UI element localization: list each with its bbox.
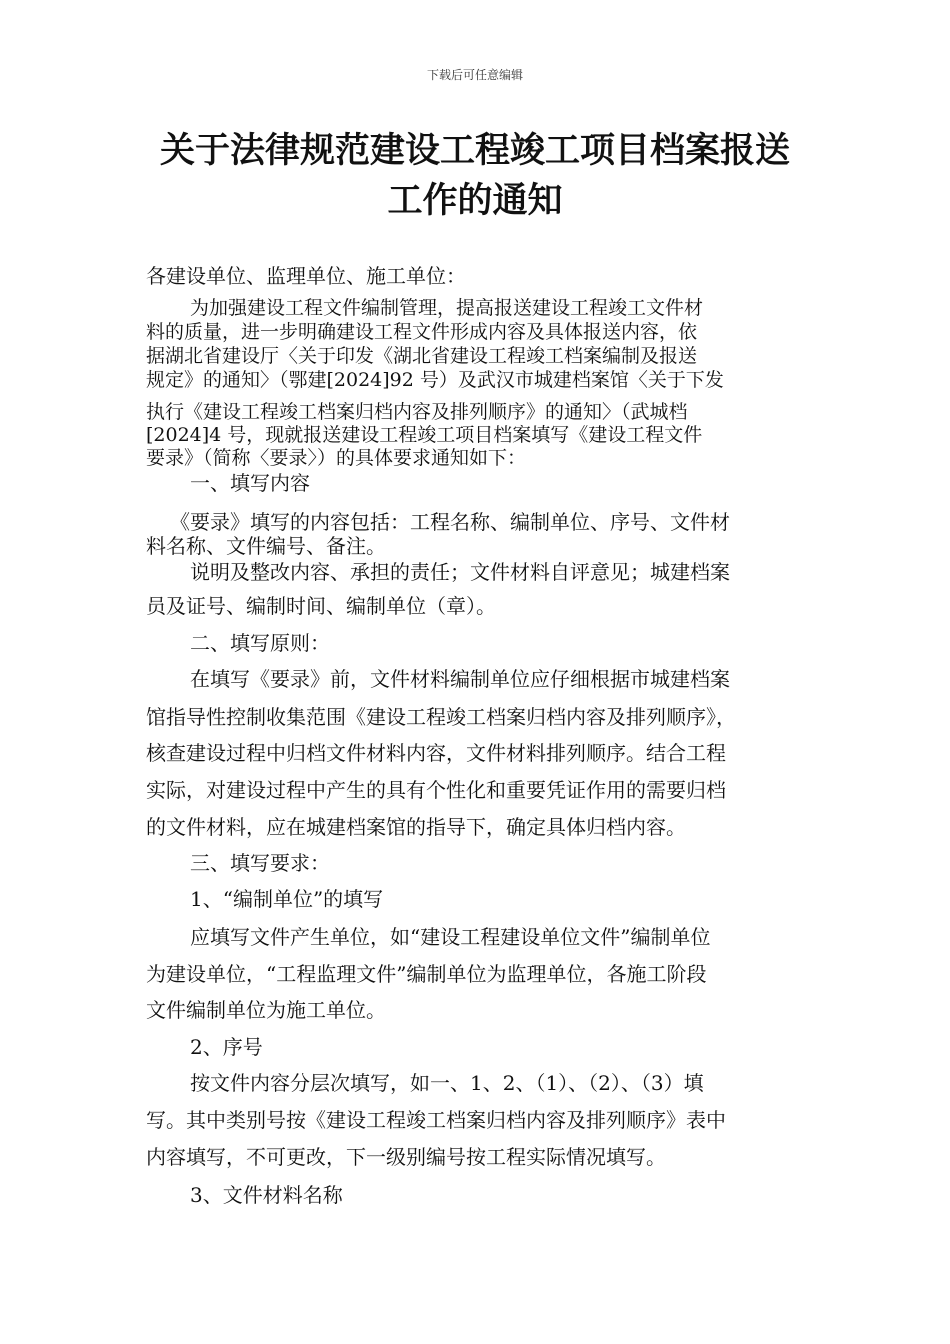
- paragraph-line: 《要录》填写的内容包括：工程名称、编制单位、序号、文件材: [170, 510, 730, 534]
- paragraph-line: 写。其中类别号按《建设工程竣工档案归档内容及排列顺序》表中: [146, 1108, 726, 1132]
- document-title-line-2: 工作的通知: [387, 181, 563, 221]
- intro-line: 料的质量，进一步明确建设工程文件形成内容及具体报送内容，依: [146, 321, 698, 343]
- paragraph-line: 的文件材料，应在城建档案馆的指导下，确定具体归档内容。: [146, 815, 686, 839]
- section-heading: 二、填写原则：: [190, 631, 330, 655]
- intro-line: [2024]4 号，现就报送建设工程竣工项目档案填写《建设工程文件: [146, 424, 703, 446]
- section-heading: 三、填写要求：: [190, 851, 330, 875]
- intro-line: 为加强建设工程文件编制管理，提高报送建设工程竣工文件材: [190, 297, 704, 319]
- section-heading: 一、填写内容: [190, 471, 310, 495]
- paragraph-line: 说明及整改内容、承担的责任；文件材料自评意见；城建档案: [190, 560, 730, 584]
- paragraph-line: 员及证号、编制时间、编制单位（章）。: [146, 594, 496, 618]
- paragraph-line: 应填写文件产生单位，如“建设工程建设单位文件”编制单位: [190, 925, 711, 949]
- paragraph-line: 按文件内容分层次填写，如一、1、2、（1）、（2）、（3）填: [190, 1071, 704, 1095]
- paragraph-line: 内容填写，不可更改，下一级别编号按工程实际情况填写。: [146, 1145, 666, 1169]
- header-note: 下载后可任意编辑: [426, 68, 523, 82]
- subsection-heading: 3、文件材料名称: [190, 1183, 343, 1207]
- intro-line: 规定》的通知〉（鄂建[2024]92 号）及武汉市城建档案馆〈关于下发: [146, 369, 724, 391]
- subsection-heading: 1、“编制单位”的填写: [190, 887, 384, 911]
- intro-line: 要录》（简称〈要录〉）的具体要求通知如下：: [146, 447, 527, 469]
- intro-line: 据湖北省建设厅〈关于印发《湖北省建设工程竣工档案编制及报送: [146, 345, 698, 367]
- subsection-heading: 2、序号: [190, 1035, 263, 1059]
- intro-line: 执行《建设工程竣工档案归档内容及排列顺序》的通知〉（武城档: [146, 401, 688, 423]
- paragraph-line: 文件编制单位为施工单位。: [146, 998, 386, 1022]
- paragraph-line: 料名称、文件编号、备注。: [146, 534, 386, 558]
- paragraph-line: 核查建设过程中归档文件材料内容，文件材料排列顺序。结合工程: [146, 741, 726, 765]
- paragraph-line: 在填写《要录》前，文件材料编制单位应仔细根据市城建档案: [190, 667, 730, 691]
- paragraph-line: 实际，对建设过程中产生的具有个性化和重要凭证作用的需要归档: [146, 778, 726, 802]
- salutation: 各建设单位、监理单位、施工单位：: [146, 264, 466, 288]
- document-title-line-1: 关于法律规范建设工程竣工项目档案报送: [159, 131, 790, 171]
- paragraph-line: 为建设单位，“工程监理文件”编制单位为监理单位，各施工阶段: [146, 962, 707, 986]
- paragraph-line: 馆指导性控制收集范围《建设工程竣工档案归档内容及排列顺序》，: [146, 705, 736, 729]
